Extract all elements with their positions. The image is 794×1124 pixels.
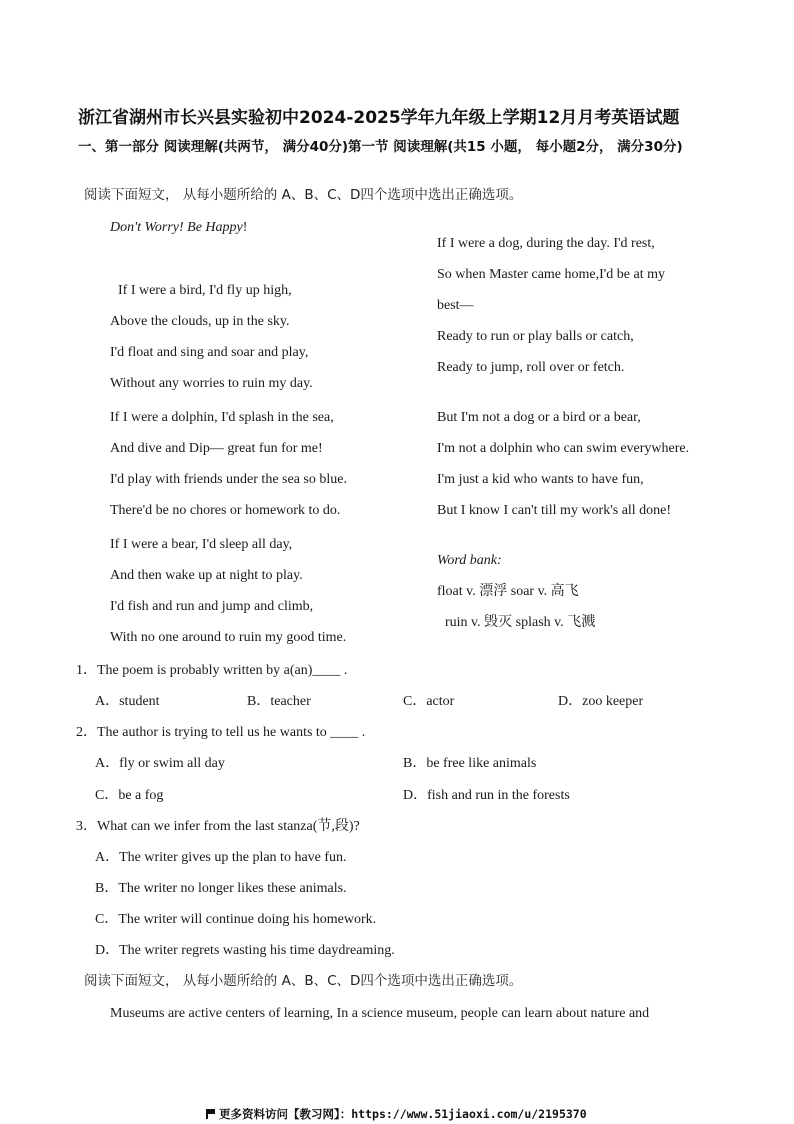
poem-left-line: If I were a bear, I'd sleep all day, (110, 537, 293, 552)
question-2-stem: 2．The author is trying to tell us he wants to ____ . (76, 725, 366, 740)
poem-left-line: If I were a dolphin, I'd splash in the sea, (110, 410, 334, 425)
question-3-stem: 3．What can we infer from the last stanza(节,段)? (76, 819, 360, 834)
word-bank-label: Word bank: (437, 553, 502, 568)
question-2-option-b: B．be free like animals (403, 756, 537, 771)
document-title: 浙江省湖州市长兴县实验初中2024-2025学年九年级上学期12月月考英语试题 (78, 108, 680, 128)
poem-right-line: I'm just a kid who wants to have fun, (437, 472, 644, 487)
poem-title-text: Don't Worry! Be Happy (110, 220, 243, 235)
poem-left-line: And dive and Dip— great fun for me! (110, 441, 323, 456)
poem-left-line: If I were a bird, I'd fly up high, (118, 283, 292, 298)
poem-right-line: I'm not a dolphin who can swim everywhere. (437, 441, 690, 456)
question-3-option-c: C．The writer will continue doing his homework. (95, 912, 377, 927)
footer-text: 更多资料访问【教习网】：https://www.51jiaoxi.com/u/2195370 (219, 1107, 587, 1121)
word-bank-line: ruin v. 毁灭 splash v. 飞溅 (445, 615, 596, 630)
poem-left-line: Above the clouds, up in the sky. (110, 314, 290, 329)
reading-instruction-2: 阅读下面短文， 从每小题所给的 A、B、C、D四个选项中选出正确选项。 (84, 973, 523, 989)
poem-left-line: I'd float and sing and soar and play, (110, 345, 309, 360)
poem-right-line: Ready to run or play balls or catch, (437, 329, 634, 344)
poem-left-line: With no one around to ruin my good time. (110, 630, 347, 645)
question-1-option-a: A．student (95, 694, 160, 709)
poem-right-line: But I know I can't till my work's all done! (437, 503, 672, 518)
poem-title-suffix: ! (242, 220, 248, 235)
question-1-option-d: D．zoo keeper (558, 694, 644, 709)
question-1-stem: 1．The poem is probably written by a(an)____ . (76, 663, 348, 678)
question-1-option-b: B．teacher (247, 694, 311, 709)
passage-2-first-line: Museums are active centers of learning, In a science museum, people can learn about nature and (110, 1006, 650, 1021)
footer-promo[interactable] (206, 1107, 587, 1121)
flag-icon (206, 1109, 215, 1119)
poem-left-line: There'd be no chores or homework to do. (110, 503, 341, 518)
poem-title (110, 219, 247, 237)
question-3-option-b: B．The writer no longer likes these animals. (95, 881, 347, 896)
poem-left-line: And then wake up at night to play. (110, 568, 303, 583)
poem-right-line: best— (437, 298, 474, 313)
question-3-option-d: D．The writer regrets wasting his time daydreaming. (95, 943, 395, 958)
poem-left-line: I'd fish and run and jump and climb, (110, 599, 314, 614)
question-1-option-c: C．actor (403, 694, 455, 709)
question-2-option-c: C．be a fog (95, 788, 164, 803)
poem-left-line: I'd play with friends under the sea so blue. (110, 472, 347, 487)
reading-instruction: 阅读下面短文， 从每小题所给的 A、B、C、D四个选项中选出正确选项。 (84, 187, 523, 203)
question-2-option-a: A．fly or swim all day (95, 756, 225, 771)
section-heading: 一、第一部分 阅读理解(共两节， 满分40分)第一节 阅读理解(共15 小题， 每小题2分， 满分30分) (78, 139, 683, 155)
poem-right-line: So when Master came home,I'd be at my (437, 267, 666, 282)
poem-left-line: Without any worries to ruin my day. (110, 376, 313, 391)
poem-right-line: Ready to jump, roll over or fetch. (437, 360, 625, 375)
question-3-option-a: A．The writer gives up the plan to have fun. (95, 850, 347, 865)
poem-right-line: But I'm not a dog or a bird or a bear, (437, 410, 641, 425)
question-2-option-d: D．fish and run in the forests (403, 788, 570, 803)
word-bank-line: float v. 漂浮 soar v. 高飞 (437, 584, 579, 599)
poem-right-line: If I were a dog, during the day. I'd rest, (437, 236, 655, 251)
